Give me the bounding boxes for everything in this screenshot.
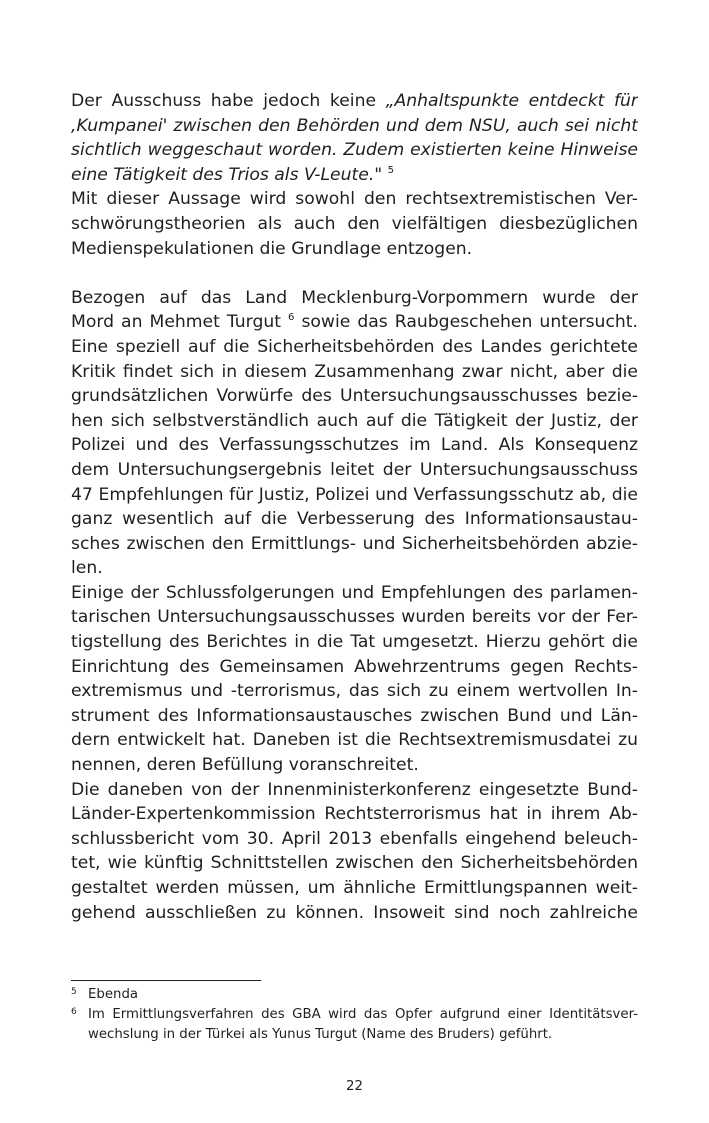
text-line: Einige der Schlussfolgerungen und Empfehlungen des parlamen-: [71, 582, 638, 603]
text-line: [71, 163, 638, 188]
text-line: Eine speziell auf die Sicherheitsbehörden des Landes gerichtete: [71, 336, 638, 357]
footnote-text: [88, 1005, 638, 1045]
text-line: [71, 114, 638, 139]
footnote-text: [88, 985, 638, 1005]
text-line: [71, 138, 638, 163]
paragraph-5: [71, 778, 638, 926]
text-span: Mord an Mehmet Turgut: [71, 312, 289, 333]
text-line: 47 Empfehlungen für Justiz, Polizei und Verfassungsschutz ab, die: [71, 484, 638, 505]
footnote-ref-5[interactable]: 5: [387, 164, 395, 176]
text-line: schlussbericht vom 30. April 2013 ebenfalls eingehend beleuch-: [71, 828, 638, 849]
text-line: Einrichtung des Gemeinsamen Abwehrzentrums gegen Rechts-: [71, 656, 638, 677]
paragraph-1: [71, 89, 638, 187]
text-line: Länder-Expertenkommission Rechtsterrorismus hat in ihrem Ab-: [71, 804, 638, 825]
text-line: [71, 89, 638, 114]
quote-span: ‚Kumpanei' zwischen den Behörden und dem NSU, auch sei nicht: [71, 115, 638, 136]
text-line: gestaltet werden müssen, um ähnliche Ermittlungspannen weit-: [71, 878, 638, 898]
text-line: dem Untersuchungsergebnis leitet der Untersuchungsausschuss: [71, 459, 638, 480]
page-number: 22: [346, 1079, 363, 1094]
paragraph-3: [71, 286, 638, 581]
text-line: tigstellung des Berichtes in die Tat umgesetzt. Hierzu gehört die: [71, 632, 638, 653]
footnote-separator: [71, 980, 261, 981]
quote-span: „Anhaltspunkte entdeckt für: [385, 91, 638, 111]
text-line: sches zwischen den Ermittlungs- und Sicherheitsbehörden abzie-: [71, 533, 638, 554]
footnote-line: Ebenda: [88, 987, 139, 1002]
text-line: strument des Informationsaustausches zwischen Bund und Län-: [71, 705, 638, 726]
text-line: gehend ausschließen zu können. Insoweit sind noch zahlreiche: [71, 902, 638, 923]
text-line: nennen, deren Befüllung voranschreitet.: [71, 755, 419, 776]
page-body: [71, 89, 638, 925]
text-line: dern entwickelt hat. Daneben ist die Rechtsextremismusdatei zu: [71, 730, 638, 751]
quote-span: eine Tätigkeit des Trios als V-Leute.": [71, 164, 383, 185]
text-line: Kritik findet sich in diesem Zusammenhang zwar nicht, aber die: [71, 361, 638, 382]
text-span: Der Ausschuss habe jedoch keine: [71, 91, 386, 111]
footnote-number: 6: [71, 1007, 77, 1017]
text-line: schwörungstheorien als auch den vielfältigen diesbezüglichen: [71, 213, 638, 234]
text-line: len.: [71, 558, 103, 579]
text-line: ganz wesentlich auf die Verbesserung des Informationsaustau-: [71, 509, 638, 530]
text-line: hen sich selbstverständlich auch auf die Tätigkeit der Justiz, der: [71, 410, 638, 431]
footnote-6: [71, 1005, 638, 1045]
quote-span: sichtlich weggeschaut worden. Zudem existierten keine Hinweise: [71, 140, 638, 161]
paragraph-2: [71, 187, 638, 261]
text-span: sowie das Raubgeschehen untersucht.: [294, 312, 638, 333]
footnote-line: wechslung in der Türkei als Yunus Turgut (Name des Bruders) geführt.: [88, 1027, 553, 1042]
footnote-ref-6[interactable]: 6: [288, 312, 295, 324]
paragraph-4: [71, 581, 638, 778]
paragraph-spacer: [71, 261, 638, 286]
footnote-number: 5: [71, 987, 77, 997]
footnote-5: [71, 985, 638, 1005]
text-line: tet, wie künftig Schnittstellen zwischen den Sicherheitsbehörden: [71, 853, 638, 874]
text-line: Medienspekulationen die Grundlage entzogen.: [71, 238, 473, 259]
text-line: Polizei und des Verfassungsschutzes im Land. Als Konsequenz: [71, 435, 638, 456]
text-line: extremismus und -terrorismus, das sich zu einem wertvollen In-: [71, 681, 638, 702]
text-line: tarischen Untersuchungsausschusses wurden bereits vor der Fer-: [71, 607, 638, 628]
footnotes: [71, 985, 638, 1045]
text-line: Mit dieser Aussage wird sowohl den rechtsextremistischen Ver-: [71, 189, 638, 210]
text-line: Bezogen auf das Land Mecklenburg-Vorpommern wurde der: [71, 287, 638, 308]
footnote-line: Im Ermittlungsverfahren des GBA wird das Opfer aufgrund einer Identitätsver-: [88, 1007, 638, 1022]
text-line: Die daneben von der Innenministerkonferenz eingesetzte Bund-: [71, 779, 638, 800]
text-line: [71, 310, 638, 335]
text-line: grundsätzlichen Vorwürfe des Untersuchungsausschusses bezie-: [71, 386, 638, 407]
